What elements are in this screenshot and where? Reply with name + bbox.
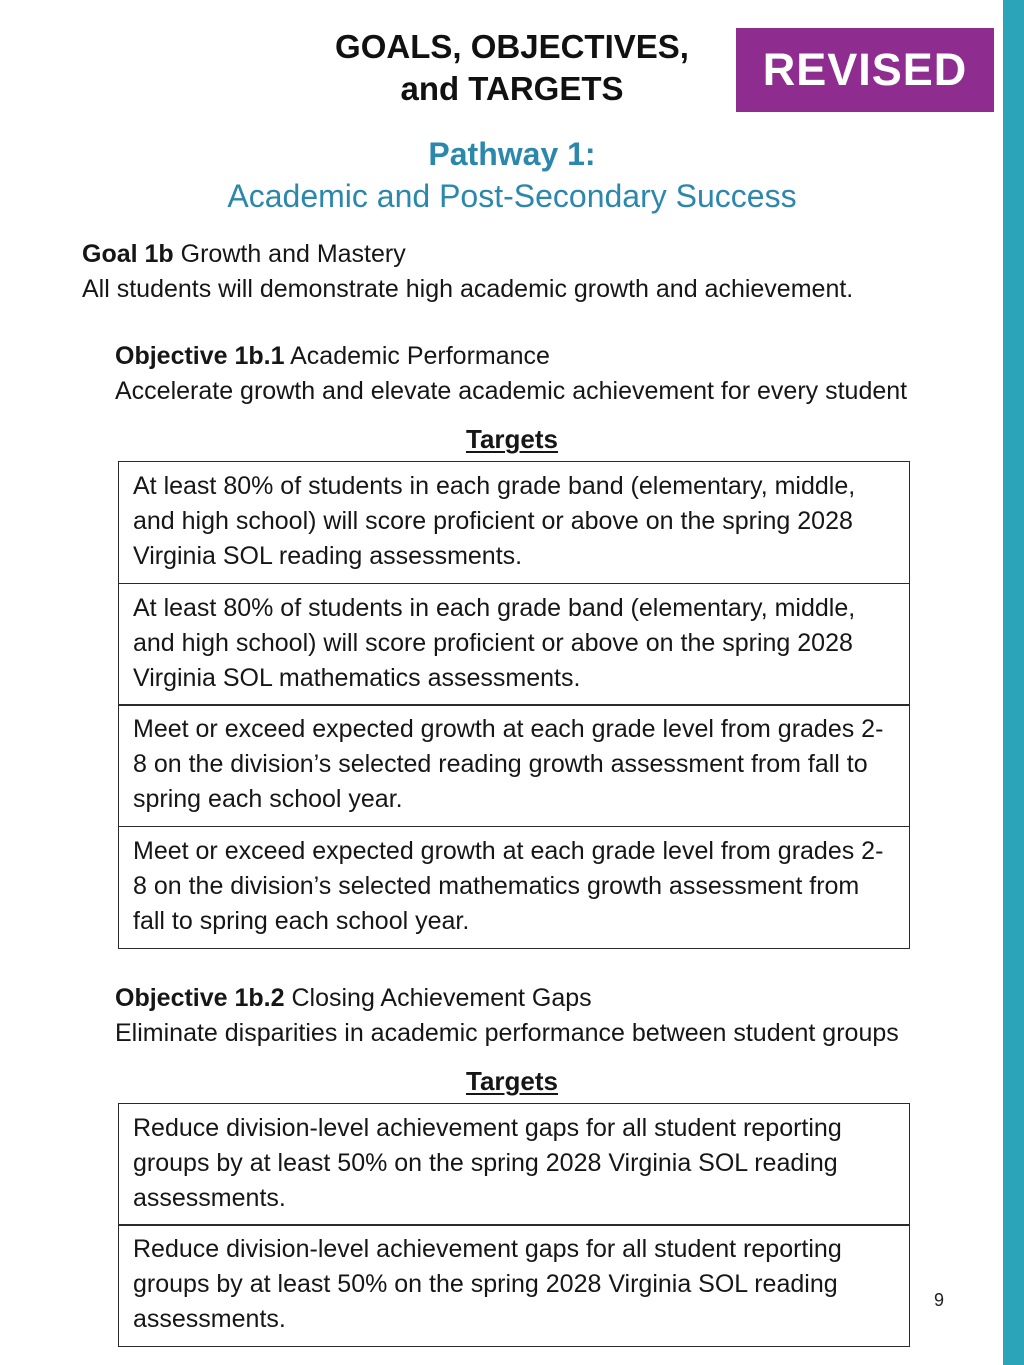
- objective-1b1-title: Academic Performance: [290, 342, 550, 371]
- header: [0, 26, 1024, 118]
- goal-title: Growth and Mastery: [180, 240, 406, 269]
- pathway-subtitle: Academic and Post-Secondary Success: [227, 177, 797, 214]
- objective-1b2-title: Closing Achievement Gaps: [291, 983, 592, 1012]
- goal-section: [82, 237, 964, 307]
- target-row: Reduce division-level achievement gaps for all student reporting groups by at least 50% on the spring 2028 Virginia SOL reading assessments.: [118, 1224, 910, 1347]
- objective-1b2-section: [115, 981, 964, 1051]
- right-edge-bar: [1003, 0, 1024, 1365]
- objective-1b1-section: [115, 339, 964, 409]
- targets-table-2: [118, 1103, 910, 1348]
- goal-label: Goal 1b: [82, 240, 174, 269]
- objective-1b2-label: Objective 1b.2: [115, 983, 285, 1012]
- goal-heading: [82, 237, 964, 272]
- target-row: Meet or exceed expected growth at each grade level from grades 2-8 on the division’s selected reading growth assessment from fall to spring each school year.: [118, 704, 910, 827]
- targets-table-1: [118, 461, 910, 949]
- target-row: At least 80% of students in each grade band (elementary, middle, and high school) will score proficient or above on the spring 2028 Virginia SOL mathematics assessments.: [118, 583, 910, 706]
- revised-badge: REVISED: [736, 28, 994, 112]
- slide-title-line1: GOALS, OBJECTIVES,: [335, 28, 689, 65]
- target-row: Meet or exceed expected growth at each grade level from grades 2-8 on the division’s selected mathematics growth assessment from fall to spring each school year.: [118, 826, 910, 949]
- pathway-title: Pathway 1:: [428, 136, 596, 172]
- objective-1b2-description: Eliminate disparities in academic performance between student groups: [115, 1018, 899, 1047]
- objective-1b1-heading: [115, 339, 964, 374]
- target-row: At least 80% of students in each grade band (elementary, middle, and high school) will score proficient or above on the spring 2028 Virginia SOL reading assessments.: [118, 461, 910, 584]
- goal-description: All students will demonstrate high academic growth and achievement.: [82, 275, 854, 304]
- targets-heading-2: Targets: [466, 1065, 558, 1096]
- pathway-heading: [0, 134, 1024, 217]
- page-number: 9: [933, 1290, 944, 1310]
- slide-title-line2: and TARGETS: [400, 69, 624, 107]
- targets-heading-1: Targets: [466, 424, 558, 455]
- target-row: Reduce division-level achievement gaps for all student reporting groups by at least 50% on the spring 2028 Virginia SOL reading assessments.: [118, 1103, 910, 1226]
- objective-1b2-heading: [115, 981, 964, 1016]
- objective-1b1-label: Objective 1b.1: [115, 342, 285, 371]
- objective-1b1-description: Accelerate growth and elevate academic achievement for every student: [115, 377, 908, 406]
